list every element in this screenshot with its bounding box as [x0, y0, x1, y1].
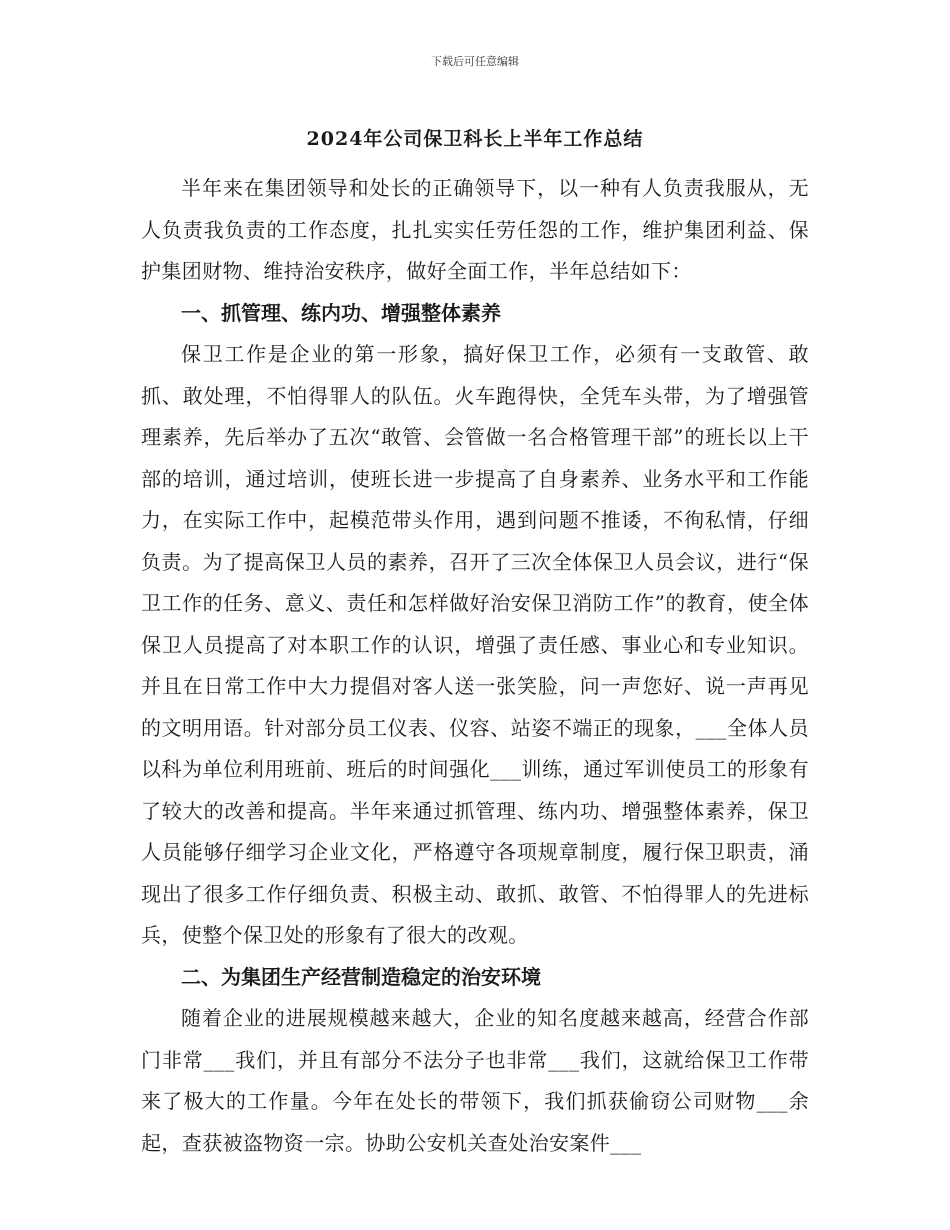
section-2-heading: 二、为集团生产经营制造稳定的治安环境 — [181, 964, 541, 989]
section-1-paragraph: 保卫工作是企业的第一形象，搞好保卫工作，必须有一支敢管、敢抓、敢处理，不怕得罪人的队伍。火车跑得快，全凭车头带，为了增强管理素养，先后举办了五次“敢管、会管做一名合格管理干部”的班长以上干部的培训，通过培训，使班长进一步提高了自身素养、业务水平和工作能力，在实际工作中，起模范带头作用，遇到问题不推诿，不徇私情，仔细负责。为了提高保卫人员的素养，召开了三次全体保卫人员会议，进行“保卫工作的任务、意义、责任和怎样做好治安保卫消防工作”的教育，使全体保卫人员提高了对本职工作的认识，增强了责任感、事业心和专业知识。并且在日常工作中大力提倡对客人送一张笑脸，问一声您好、说一声再见的文明用语。针对部分员工仪表、仪容、站姿不端正的现象，___全体人员以科为单位利用班前、班后的时间强化___训练，通过军训使员工的形象有了较大的改善和提高。半年来通过抓管理、练内功、增强整体素养，保卫人员能够仔细学习企业文化，严格遵守各项规章制度，履行保卫职责，涌现出了很多工作仔细负责、积极主动、敢抓、敢管、不怕得罪人的先进标兵，使整个保卫处的形象有了很大的改观。 — [141, 342, 809, 947]
header-note: 下载后可任意编辑 — [431, 55, 519, 68]
intro-paragraph: 半年来在集团领导和处长的正确领导下，以一种有人负责我服从，无人负责我负责的工作态度，扎扎实实任劳任怨的工作，维护集团利益、保护集团财物、维持治安秩序，做好全面工作，半年总结如下： — [141, 176, 809, 283]
document-title: 2024年公司保卫科长上半年工作总结 — [306, 128, 644, 150]
document-body — [141, 168, 809, 1164]
section-1-heading: 一、抓管理、练内功、增强整体素养 — [181, 300, 501, 325]
section-2-paragraph: 随着企业的进展规模越来越大，企业的知名度越来越高，经营合作部门非常___我们，并且有部分不法分子也非常___我们，这就给保卫工作带来了极大的工作量。今年在处长的带领下，我们抓获偷窃公司财物___余起，查获被盗物资一宗。协助公安机关查处治安案件___ — [141, 1006, 809, 1155]
